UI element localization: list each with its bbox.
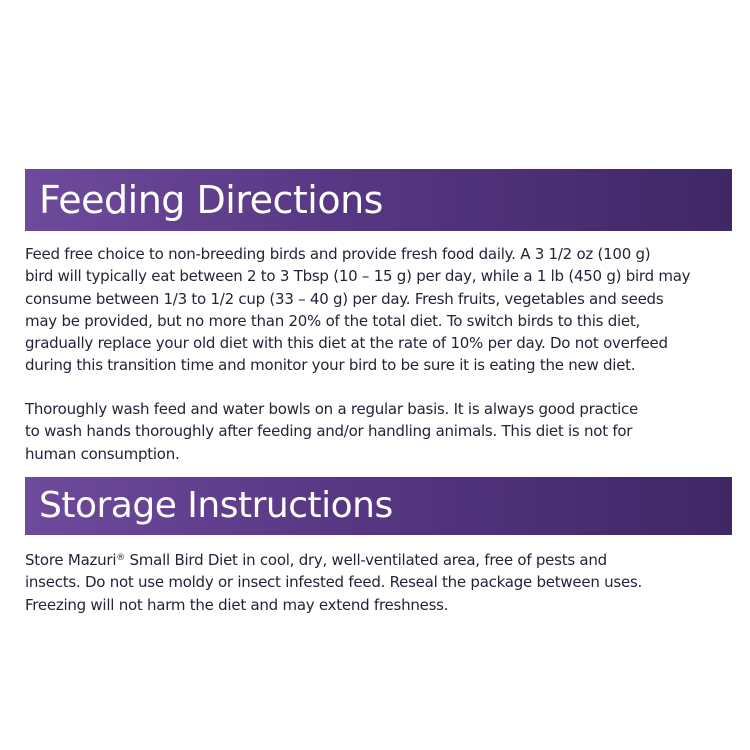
- text-line: insects. Do not use moldy or insect infested feed. Reseal the package between uses.: [25, 573, 643, 592]
- storage-instructions-heading: Storage Instructions: [25, 477, 732, 535]
- text-line: during this transition time and monitor your bird to be sure it is eating the new diet.: [25, 356, 636, 375]
- text-line: human consumption.: [25, 444, 180, 463]
- text-line: to wash hands thoroughly after feeding and/or handling animals. This diet is not for: [25, 422, 633, 441]
- text-line: Feed free choice to non-breeding birds and provide fresh food daily. A 3 1/2 oz (100 g): [25, 245, 651, 263]
- feeding-directions-heading: Feeding Directions: [25, 169, 732, 231]
- text-line: bird will typically eat between 2 to 3 Tbsp (10 – 15 g) per day, while a 1 lb (450 g) bird may: [25, 267, 691, 286]
- text-line: Freezing will not harm the diet and may extend freshness.: [25, 595, 449, 614]
- text-line: gradually replace your old diet with this diet at the rate of 10% per day. Do not overfeed: [25, 334, 668, 353]
- text-segment: Small Bird Diet in cool, dry, well-ventilated area, free of pests and: [125, 551, 607, 569]
- text-line: Thoroughly wash feed and water bowls on a regular basis. It is always good practice: [25, 400, 639, 418]
- feeding-paragraph-2: [25, 398, 730, 465]
- feeding-paragraph-1: [25, 243, 730, 377]
- registered-mark: ®: [116, 553, 126, 563]
- text-line: may be provided, but no more than 20% of the total diet. To switch birds to this diet,: [25, 311, 641, 330]
- text-line: [25, 549, 730, 571]
- text-line: consume between 1/3 to 1/2 cup (33 – 40 g) per day. Fresh fruits, vegetables and seeds: [25, 289, 664, 308]
- storage-paragraph: [25, 549, 730, 616]
- text-segment: Store Mazuri: [25, 551, 117, 569]
